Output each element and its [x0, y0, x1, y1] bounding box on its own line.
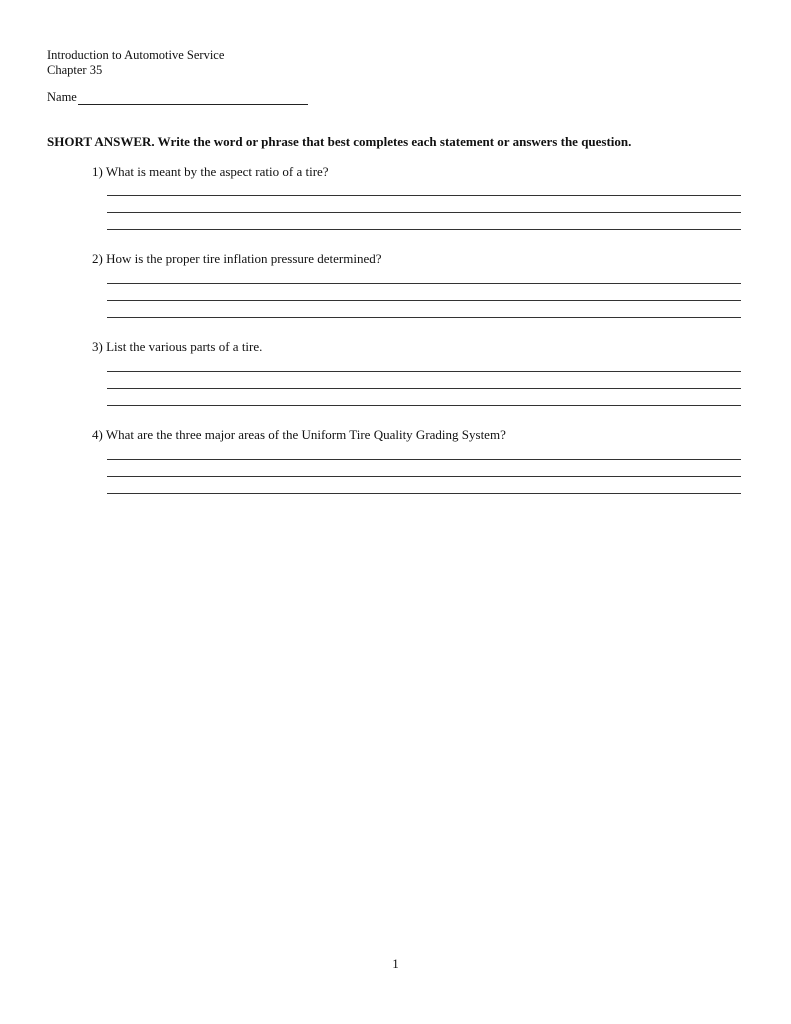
answer-line[interactable]: [107, 476, 741, 477]
name-blank-line[interactable]: [78, 91, 308, 105]
answer-line[interactable]: [107, 212, 741, 213]
question-1: 1) What is meant by the aspect ratio of a tire?: [92, 164, 329, 179]
answer-line[interactable]: [107, 317, 741, 318]
answer-line[interactable]: [107, 195, 741, 196]
question-2: 2) How is the proper tire inflation pressure determined?: [92, 251, 382, 266]
name-label: Name: [47, 90, 77, 104]
answer-line[interactable]: [107, 493, 741, 494]
answer-line[interactable]: [107, 229, 741, 230]
section-instructions: SHORT ANSWER. Write the word or phrase that best completes each statement or answers the question.: [47, 134, 632, 149]
answer-line[interactable]: [107, 459, 741, 460]
document-header: [47, 48, 224, 78]
answer-line[interactable]: [107, 405, 741, 406]
answer-line[interactable]: [107, 371, 741, 372]
answer-line[interactable]: [107, 300, 741, 301]
answer-line[interactable]: [107, 388, 741, 389]
question-3: 3) List the various parts of a tire.: [92, 339, 263, 354]
chapter-label: Chapter 35: [47, 63, 103, 77]
course-title: Introduction to Automotive Service: [47, 48, 225, 62]
name-field-row: [47, 90, 308, 105]
question-4: 4) What are the three major areas of the Uniform Tire Quality Grading System?: [92, 427, 506, 442]
answer-line[interactable]: [107, 283, 741, 284]
page-number: 1: [392, 956, 399, 971]
